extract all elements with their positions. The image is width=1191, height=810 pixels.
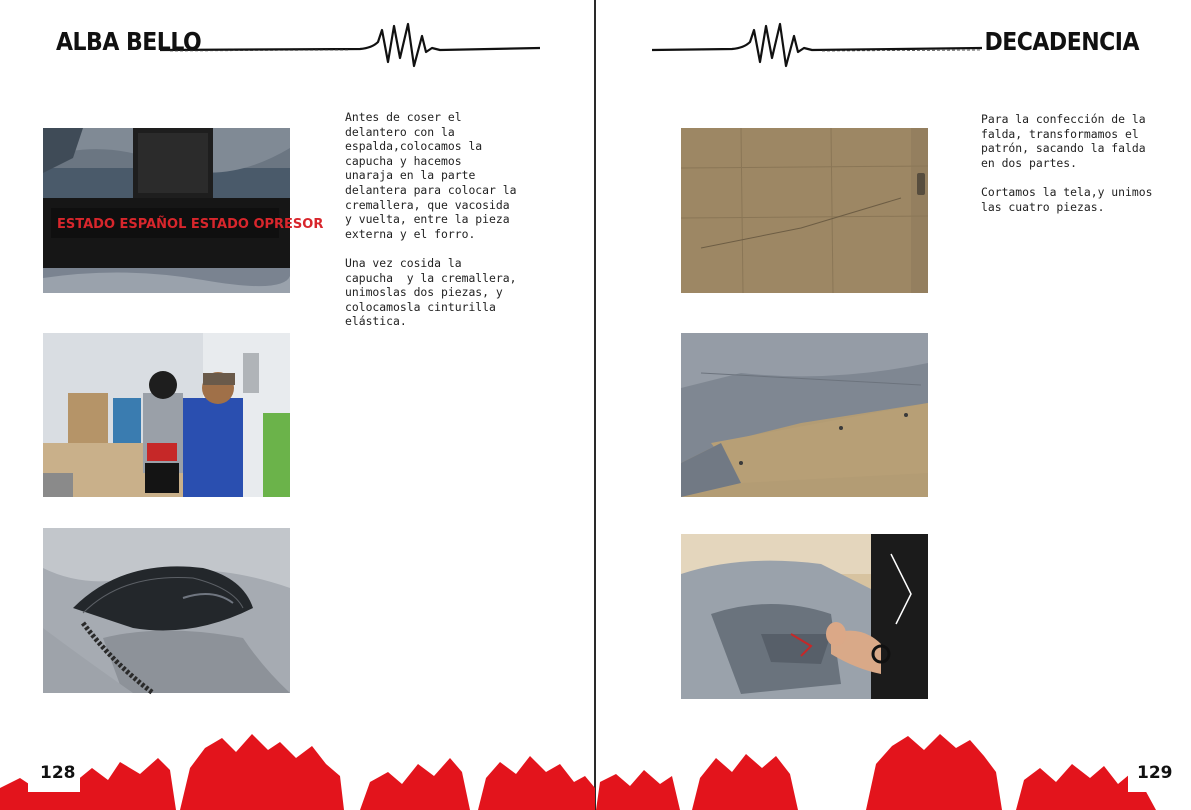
photo-hood-zipper-lining — [43, 528, 290, 693]
right-page — [596, 0, 1191, 810]
photo-grey-fabric-on-pattern — [681, 333, 928, 497]
left-header-title: ALBA BELLO — [56, 28, 202, 57]
right-page-number: 129 — [1137, 763, 1173, 783]
photo-student-sewing-fabric — [681, 534, 928, 699]
left-page — [0, 0, 595, 810]
left-page-number: 128 — [40, 763, 76, 783]
photo-student-fitting-mannequin — [43, 333, 290, 497]
right-body-text: Para la confección de la falda, transformamos el patrón, sacando la falda en dos partes. Cortamos la tela,y unimos las cuatro piezas. — [981, 112, 1153, 214]
photo-kraft-pattern-paper — [681, 128, 928, 293]
red-paint-splash-right — [596, 728, 1191, 810]
ecg-wave-icon — [160, 18, 540, 78]
left-body-text: Antes de coser el delantero con la espalda,colocamos la capucha y hacemos unaraja en la parte delantera para colocar la cremallera, que vacosida y vuelta, entre la pieza externa y el forro. Una vez cosida la capucha y la cremallera, unimoslas dos piezas, y colocamosla cinturilla elástica. — [345, 110, 517, 329]
red-paint-splash-left — [0, 728, 595, 810]
photo-hoodie-front-panel — [43, 128, 324, 293]
right-header-title: DECADENCIA — [984, 28, 1139, 57]
ecg-wave-icon — [652, 18, 982, 78]
photo-label-text: ESTADO ESPAÑOL ESTADO OPRESOR — [57, 217, 324, 232]
